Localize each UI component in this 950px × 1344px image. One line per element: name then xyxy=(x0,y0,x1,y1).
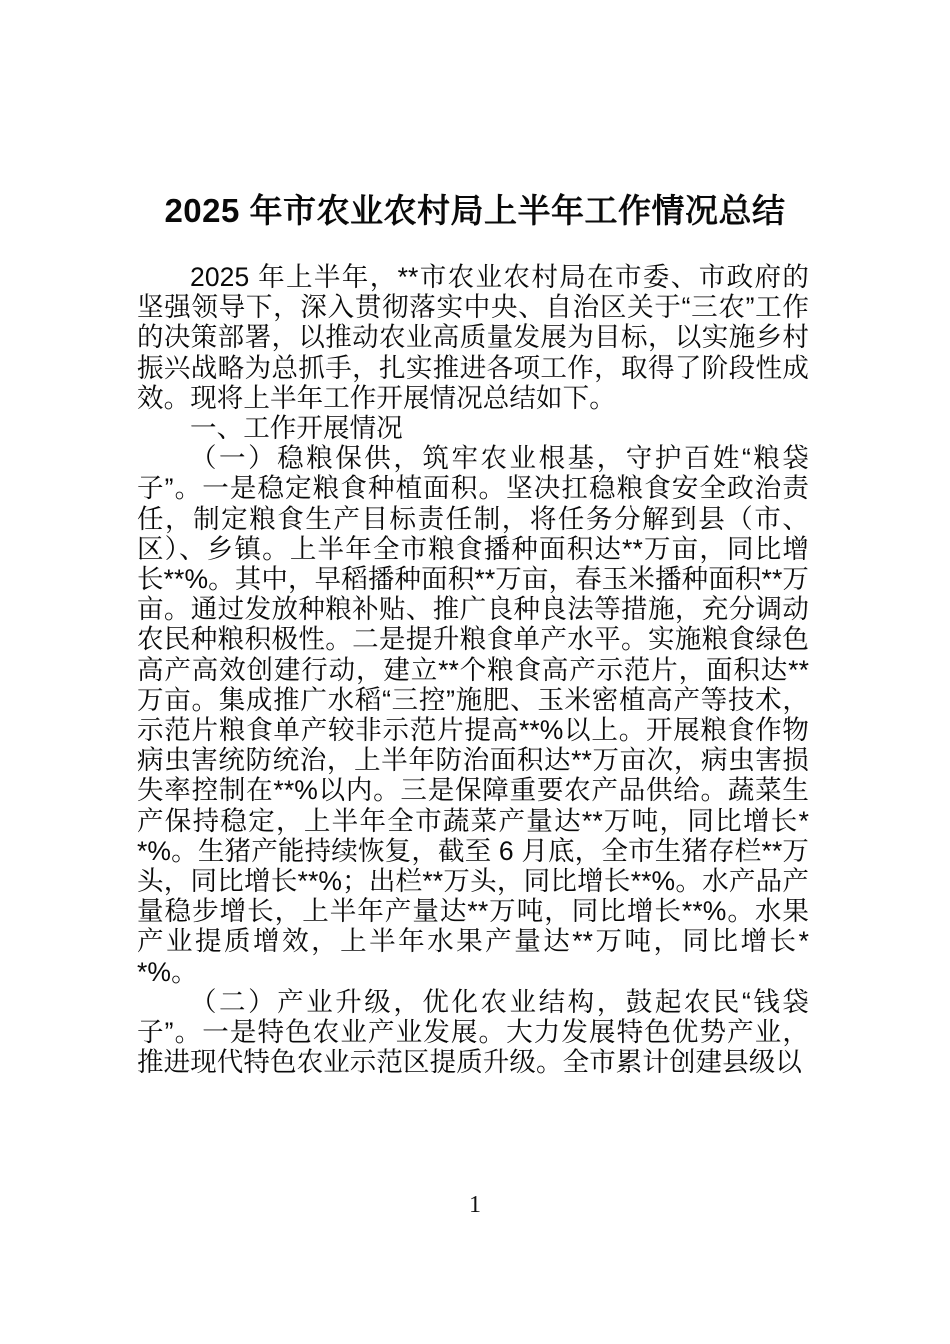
paragraph-subsection-one: （一）稳粮保供，筑牢农业根基，守护百姓“粮袋子”。一是稳定粮食种植面积。坚决扛稳粮食安全政治责任，制定粮食生产目标责任制，将任务分解到县（市、区）、乡镇。上半年全市粮食播种面积达**万亩，同比增长**%。其中，早稻播种面积**万亩，春玉米播种面积**万亩。通过发放种粮补贴、推广良种良法等措施，充分调动农民种粮积极性。二是提升粮食单产水平。实施粮食绿色高产高效创建行动，建立**个粮食高产示范片，面积达**万亩。集成推广水稻“三控”施肥、玉米密植高产等技术，示范片粮食单产较非示范片提高**%以上。开展粮食作物病虫害统防统治，上半年防治面积达**万亩次，病虫害损失率控制在**%以内。三是保障重要农产品供给。蔬菜生产保持稳定，上半年全市蔬菜产量达**万吨，同比增长**%。生猪产能持续恢复，截至 6 月底，全市生猪存栏**万头，同比增长**%；出栏**万头，同比增长**%。水产品产量稳步增长，上半年产量达**万吨，同比增长**%。水果产业提质增效，上半年水果产量达**万吨，同比增长**%。 xyxy=(137,443,809,987)
paragraph-subsection-two: （二）产业升级，优化农业结构，鼓起农民“钱袋子”。一是特色农业产业发展。大力发展特色优势产业，推进现代特色农业示范区提质升级。全市累计创建县级以 xyxy=(137,986,809,1078)
page-title: 2025 年市农业农村局上半年工作情况总结 xyxy=(164,192,786,230)
section-heading-one: 一、工作开展情况 xyxy=(190,413,403,444)
page-number: 1 xyxy=(469,1192,481,1218)
paragraph-intro: 2025 年上半年，**市农业农村局在市委、市政府的坚强领导下，深入贯彻落实中央、自治区关于“三农”工作的决策部署，以推动农业高质量发展为目标，以实施乡村振兴战略为总抓手，扎实推进各项工作，取得了阶段性成效。现将上半年工作开展情况总结如下。 xyxy=(137,262,809,413)
document-body xyxy=(137,262,809,1077)
